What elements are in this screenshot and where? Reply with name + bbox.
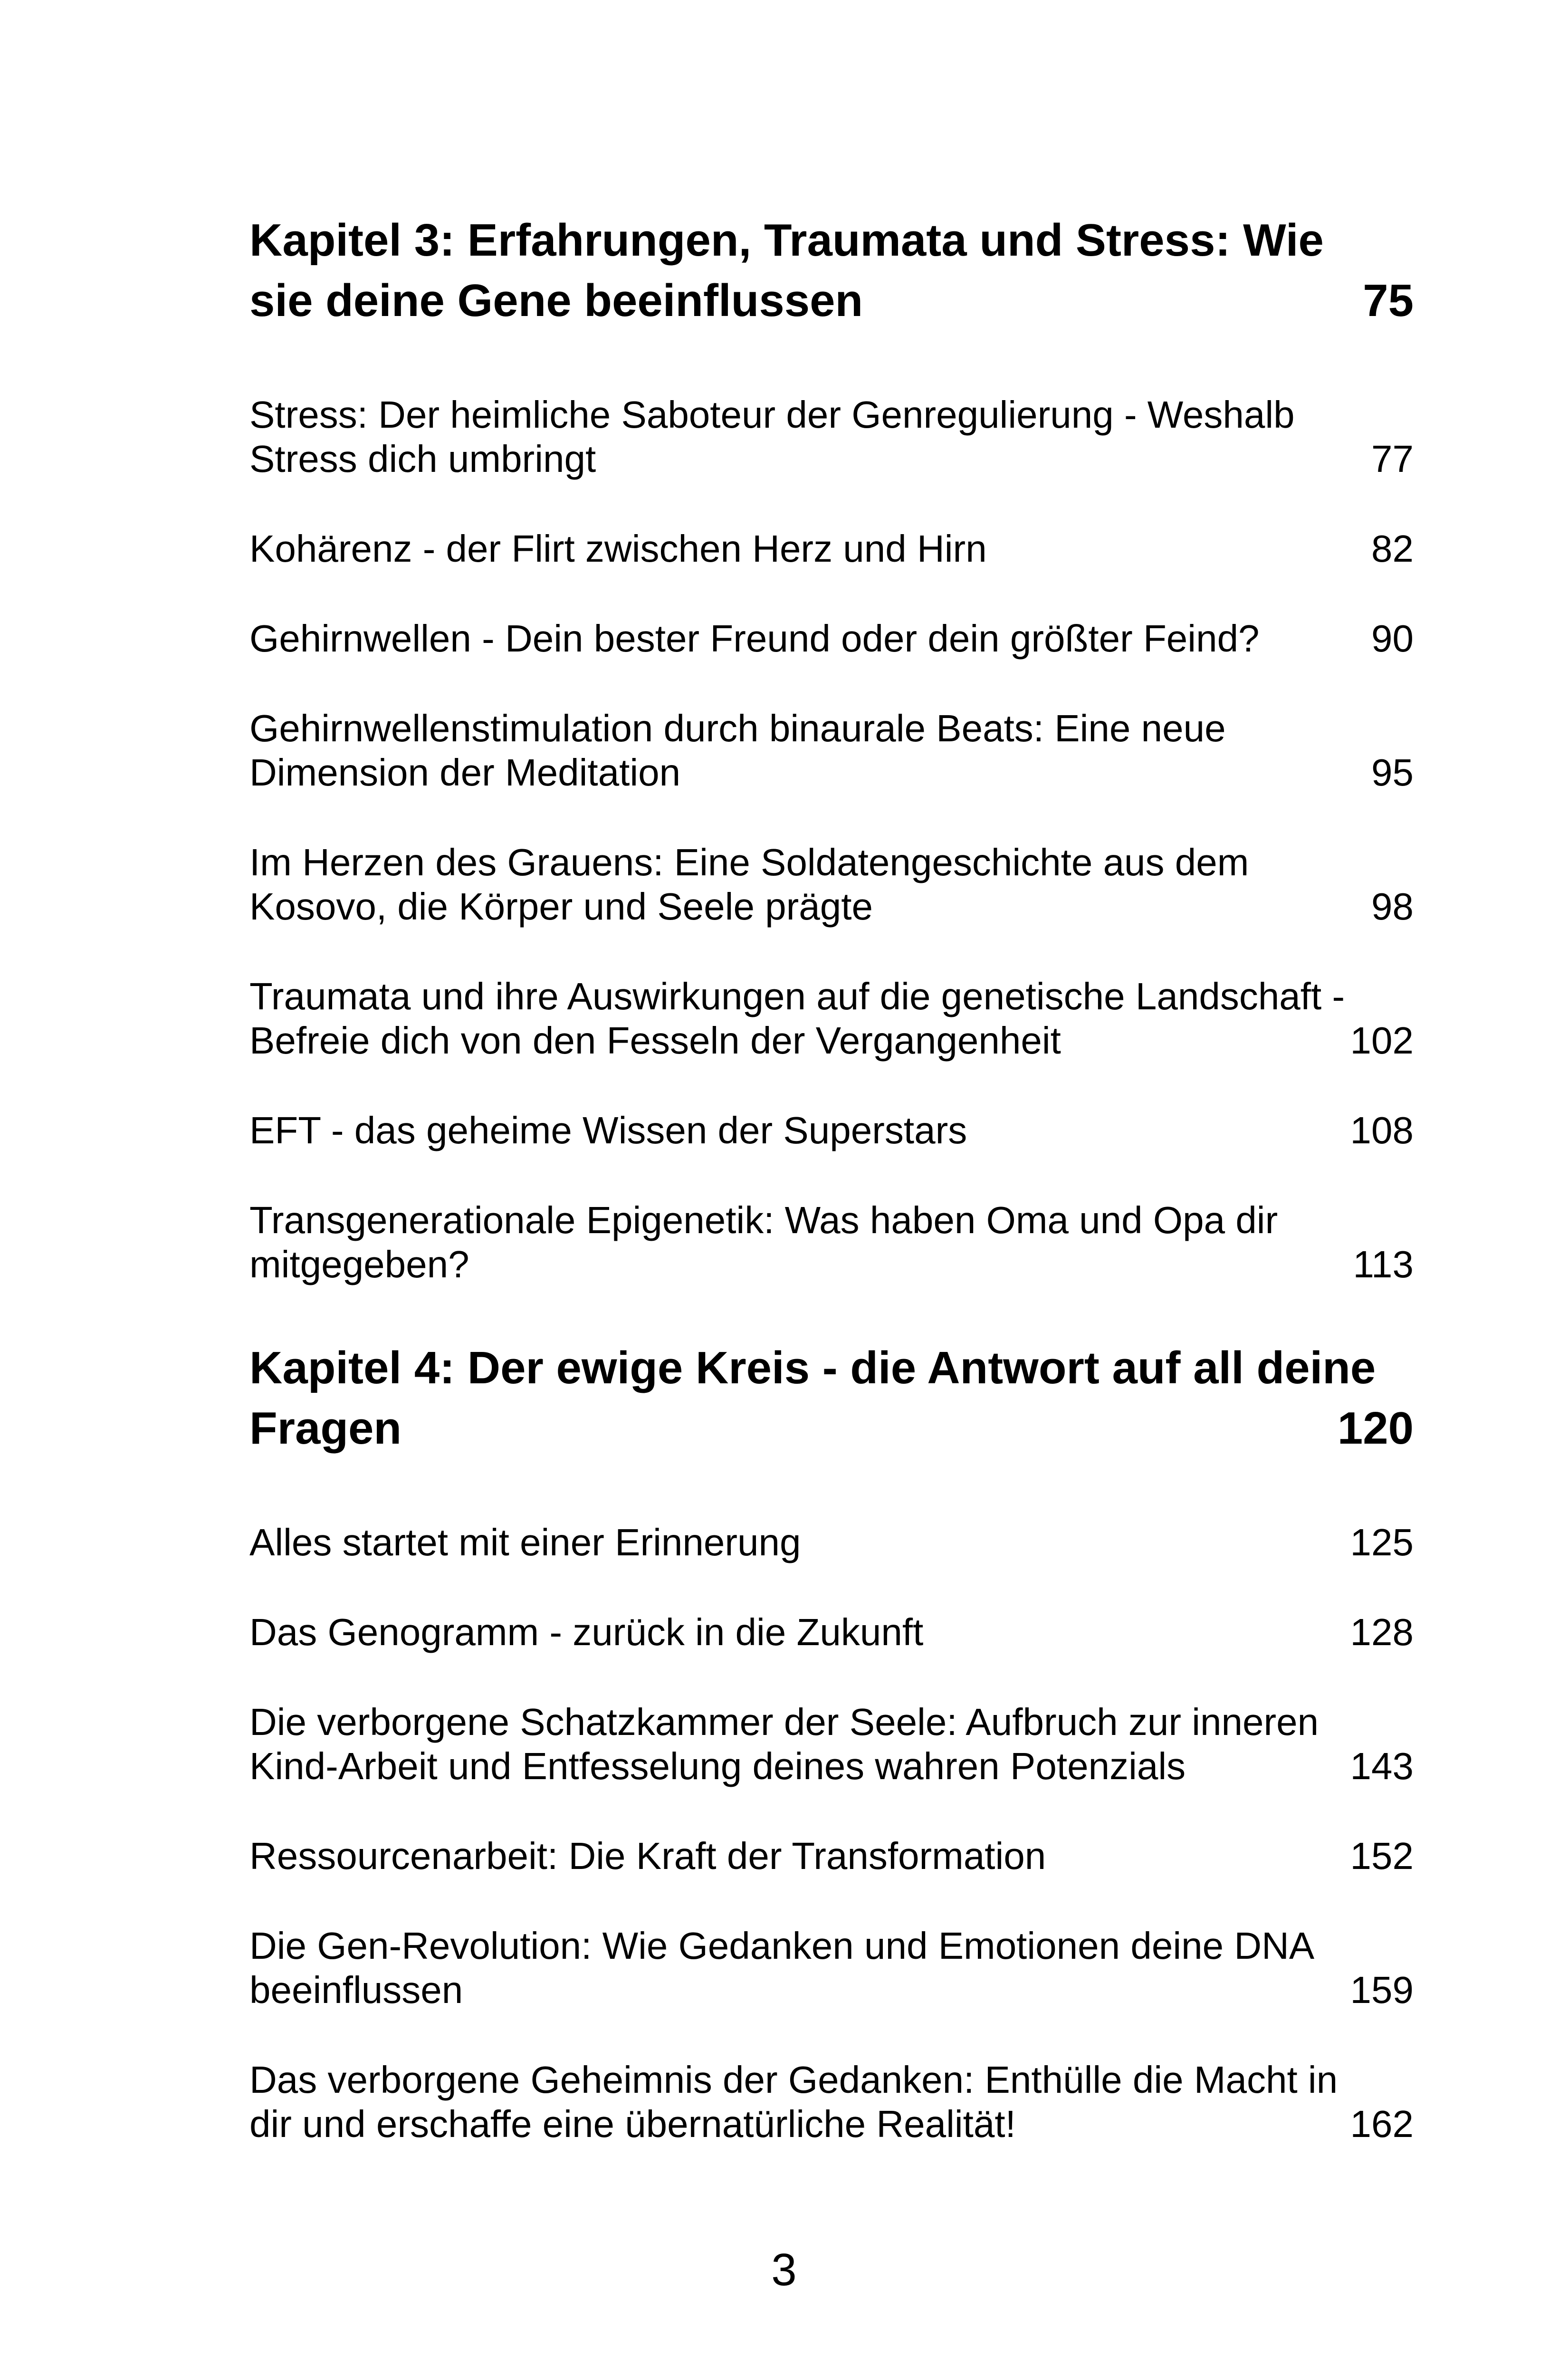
entry-title-line: Gehirnwellen - Dein bester Freund oder dein größter Feind? [249, 617, 1260, 660]
toc-entry [249, 2058, 1414, 2146]
toc-entry [249, 1108, 1414, 1152]
entry-page-number: 128 [1350, 1611, 1414, 1653]
entry-title-line: Das verborgene Geheimnis der Gedanken: Enthülle die Macht in [249, 2059, 1338, 2101]
chapter-title-line: Fragen [249, 1403, 402, 1454]
toc-entry [249, 1700, 1414, 1788]
chapter-title-line: Kapitel 3: Erfahrungen, Traumata und Stress: Wie [249, 215, 1324, 266]
toc-entry [249, 840, 1414, 929]
entry-title-line: Transgenerationale Epigenetik: Was haben Oma und Opa dir [249, 1199, 1278, 1241]
entry-title-line: Das Genogramm - zurück in die Zukunft [249, 1611, 924, 1653]
entry-title-line: dir und erschaffe eine übernatürliche Realität! [249, 2103, 1016, 2145]
entry-title-line: Kind-Arbeit und Entfesselung deines wahren Potenzials [249, 1745, 1186, 1787]
toc-entry [249, 706, 1414, 795]
toc-entry [249, 1520, 1414, 1564]
entry-page-number: 90 [1371, 617, 1414, 660]
entry-page-number: 102 [1350, 1019, 1414, 1062]
toc-entry [249, 393, 1414, 481]
entry-title-line: Traumata und ihre Auswirkungen auf die genetische Landschaft - [249, 975, 1345, 1017]
entry-page-number: 95 [1371, 751, 1414, 794]
entry-page-number: 98 [1371, 885, 1414, 928]
chapter-title-line: Kapitel 4: Der ewige Kreis - die Antwort auf all deine [249, 1342, 1376, 1393]
entry-title-line: Gehirnwellenstimulation durch binaurale Beats: Eine neue [249, 707, 1226, 749]
entry-title-line: Die verborgene Schatzkammer der Seele: Aufbruch zur inneren [249, 1701, 1319, 1743]
entry-title-line: EFT - das geheime Wissen der Superstars [249, 1109, 967, 1151]
table-of-contents [249, 210, 1414, 2146]
chapter-page-number: 75 [1363, 275, 1414, 326]
page-number: 3 [771, 2244, 797, 2295]
entry-title-line: Dimension der Meditation [249, 751, 681, 794]
entry-title-line: Ressourcenarbeit: Die Kraft der Transformation [249, 1835, 1046, 1877]
entry-title-line: Im Herzen des Grauens: Eine Soldatengeschichte aus dem [249, 841, 1249, 883]
toc-entry [249, 1198, 1414, 1286]
entry-title-line: Stress dich umbringt [249, 438, 596, 480]
chapter-3-heading [249, 210, 1414, 331]
entry-title-line: Alles startet mit einer Erinnerung [249, 1521, 801, 1563]
entry-page-number: 113 [1353, 1243, 1414, 1285]
entry-title-line: Kohärenz - der Flirt zwischen Herz und Hirn [249, 527, 987, 570]
toc-entry [249, 616, 1414, 661]
entry-title-line: Befreie dich von den Fesseln der Vergangenheit [249, 1019, 1061, 1062]
chapter-title-line: sie deine Gene beeinflussen [249, 275, 863, 326]
toc-entry [249, 1610, 1414, 1654]
entry-page-number: 125 [1350, 1521, 1414, 1563]
entry-page-number: 77 [1371, 438, 1414, 480]
entry-page-number: 162 [1350, 2103, 1414, 2145]
chapter-4-heading [249, 1338, 1414, 1458]
toc-entry [249, 974, 1414, 1063]
entry-title-line: Kosovo, die Körper und Seele prägte [249, 885, 873, 928]
entry-title-line: mitgegeben? [249, 1243, 469, 1285]
entry-page-number: 152 [1350, 1835, 1414, 1877]
entry-title-line: Stress: Der heimliche Saboteur der Genregulierung - Weshalb [249, 393, 1295, 436]
entry-page-number: 108 [1350, 1109, 1414, 1151]
entry-title-line: Die Gen-Revolution: Wie Gedanken und Emotionen deine DNA [249, 1925, 1315, 1967]
toc-entry [249, 1924, 1414, 2012]
entry-page-number: 143 [1350, 1745, 1414, 1787]
entry-title-line: beeinflussen [249, 1969, 463, 2011]
entry-page-number: 82 [1371, 527, 1414, 570]
entry-page-number: 159 [1350, 1969, 1414, 2011]
chapter-page-number: 120 [1337, 1403, 1414, 1454]
toc-entry [249, 1834, 1414, 1878]
toc-entry [249, 527, 1414, 571]
